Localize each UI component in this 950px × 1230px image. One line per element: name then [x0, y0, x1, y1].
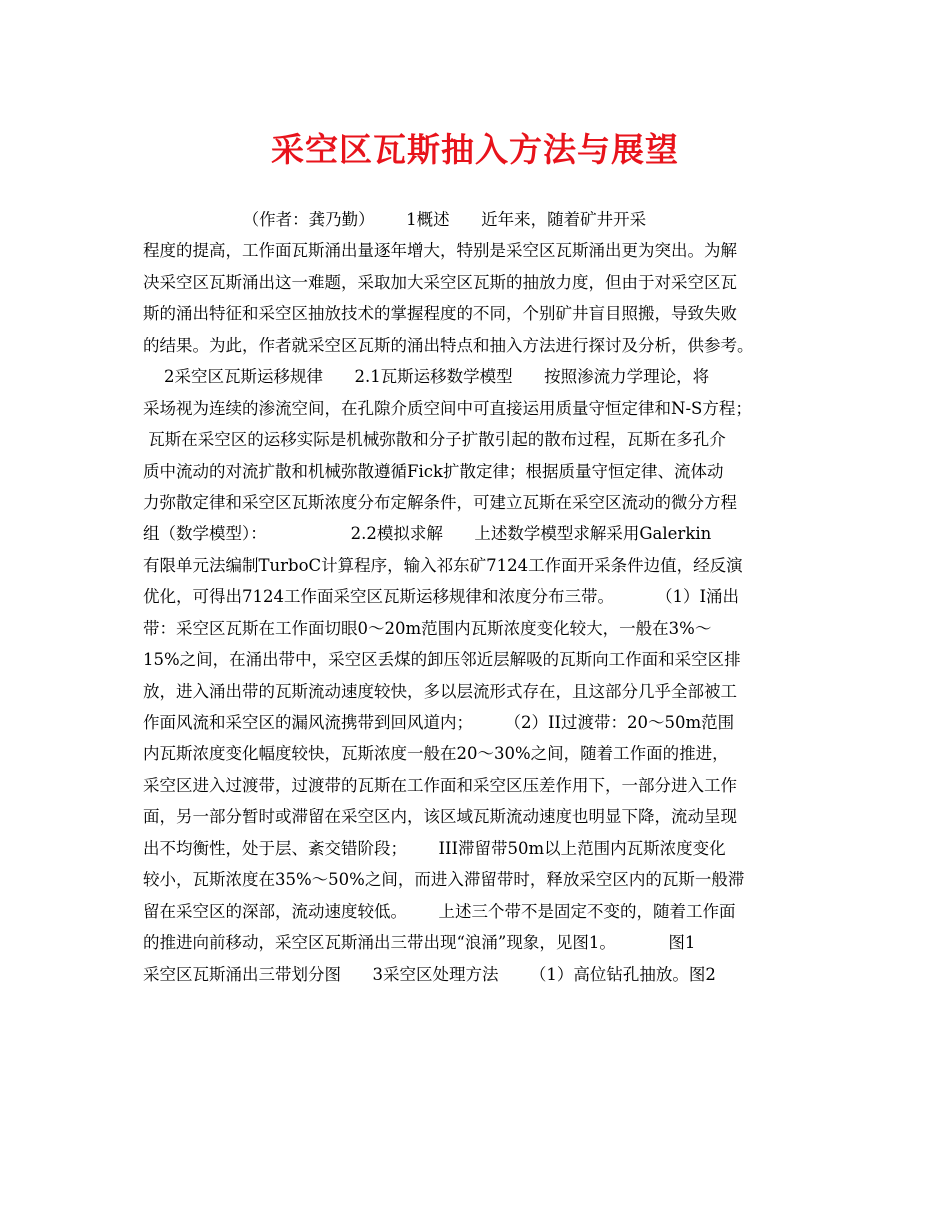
body-line: 带：采空区瓦斯在工作面切眼0～20m范围内瓦斯浓度变化较大，一般在3%～ [143, 618, 712, 638]
document-title: 采空区瓦斯抽入方法与展望 [271, 130, 679, 169]
body-line: 采空区进入过渡带，过渡带的瓦斯在工作面和采空区压差作用下，一部分进入工作 [143, 775, 737, 795]
body-line: 瓦斯在采空区的运移实际是机械弥散和分子扩散引起的散布过程，瓦斯在多孔介 [143, 430, 726, 450]
body-line: 2采空区瓦斯运移规律 2.1瓦斯运移数学模型 按照渗流力学理论，将 [143, 367, 710, 387]
body-line: 内瓦斯浓度变化幅度较快，瓦斯浓度一般在20～30%之间，随着工作面的推进， [143, 744, 729, 764]
body-line: 组（数学模型）： 2.2模拟求解 上述数学模型求解采用Galerkin [143, 524, 712, 544]
body-line: 的结果。为此，作者就采空区瓦斯的涌出特点和抽入方法进行探讨及分析，供参考。 [143, 335, 754, 355]
body-line: 放，进入涌出带的瓦斯流动速度较快，多以层流形式存在，且这部分几乎全部被工 [143, 681, 737, 701]
body-line: （作者：龚乃勤） 1概述 近年来，随着矿井开采 [143, 210, 647, 229]
body-line: 斯的涌出特征和采空区抽放技术的掌握程度的不同，个别矿井盲目照搬，导致失败 [143, 304, 737, 324]
body-line: 面，另一部分暂时或滞留在采空区内，该区域瓦斯流动速度也明显下降，流动呈现 [143, 807, 737, 827]
body-line: 决采空区瓦斯涌出这一难题，采取加大采空区瓦斯的抽放力度，但由于对采空区瓦 [143, 272, 737, 292]
body-line: 质中流动的对流扩散和机械弥散遵循Fick扩散定律；根据质量守恒定律、流体动 [143, 461, 724, 481]
body-line: 15%之间，在涌出带中，采空区丢煤的卸压邻近层解吸的瓦斯向工作面和采空区排 [143, 650, 741, 670]
body-line: 的推进向前移动，采空区瓦斯涌出三带出现“浪涌”现象，见图1。 图1 [143, 933, 696, 953]
document-body [143, 204, 823, 990]
body-line: 作面风流和采空区的漏风流携带到回风道内； （2）II过渡带：20～50m范围 [143, 713, 735, 732]
body-line: 采空区瓦斯涌出三带划分图 3采空区处理方法 （1）高位钻孔抽放。图2 [143, 964, 716, 984]
body-line: 力弥散定律和采空区瓦斯浓度分布定解条件，可建立瓦斯在采空区流动的微分方程 [143, 492, 737, 512]
body-line: 出不均衡性，处于层、紊交错阶段； III滞留带50m以上范围内瓦斯浓度变化 [143, 838, 726, 858]
body-line: 优化，可得出7124工作面采空区瓦斯运移规律和浓度分布三带。 （1）I涌出 [143, 587, 739, 607]
body-line: 有限单元法编制TurboC计算程序，输入祁东矿7124工作面开采条件边值，经反演 [143, 555, 743, 575]
body-line: 采场视为连续的渗流空间，在孔隙介质空间中可直接运用质量守恒定律和N-S方程； [143, 398, 752, 418]
body-line: 留在采空区的深部，流动速度较低。 上述三个带不是固定不变的，随着工作面 [143, 901, 736, 921]
body-line: 程度的提高，工作面瓦斯涌出量逐年增大，特别是采空区瓦斯涌出更为突出。为解 [143, 241, 737, 261]
body-line: 较小，瓦斯浓度在35%～50%之间，而进入滞留带时，释放采空区内的瓦斯一般滞 [143, 870, 745, 890]
